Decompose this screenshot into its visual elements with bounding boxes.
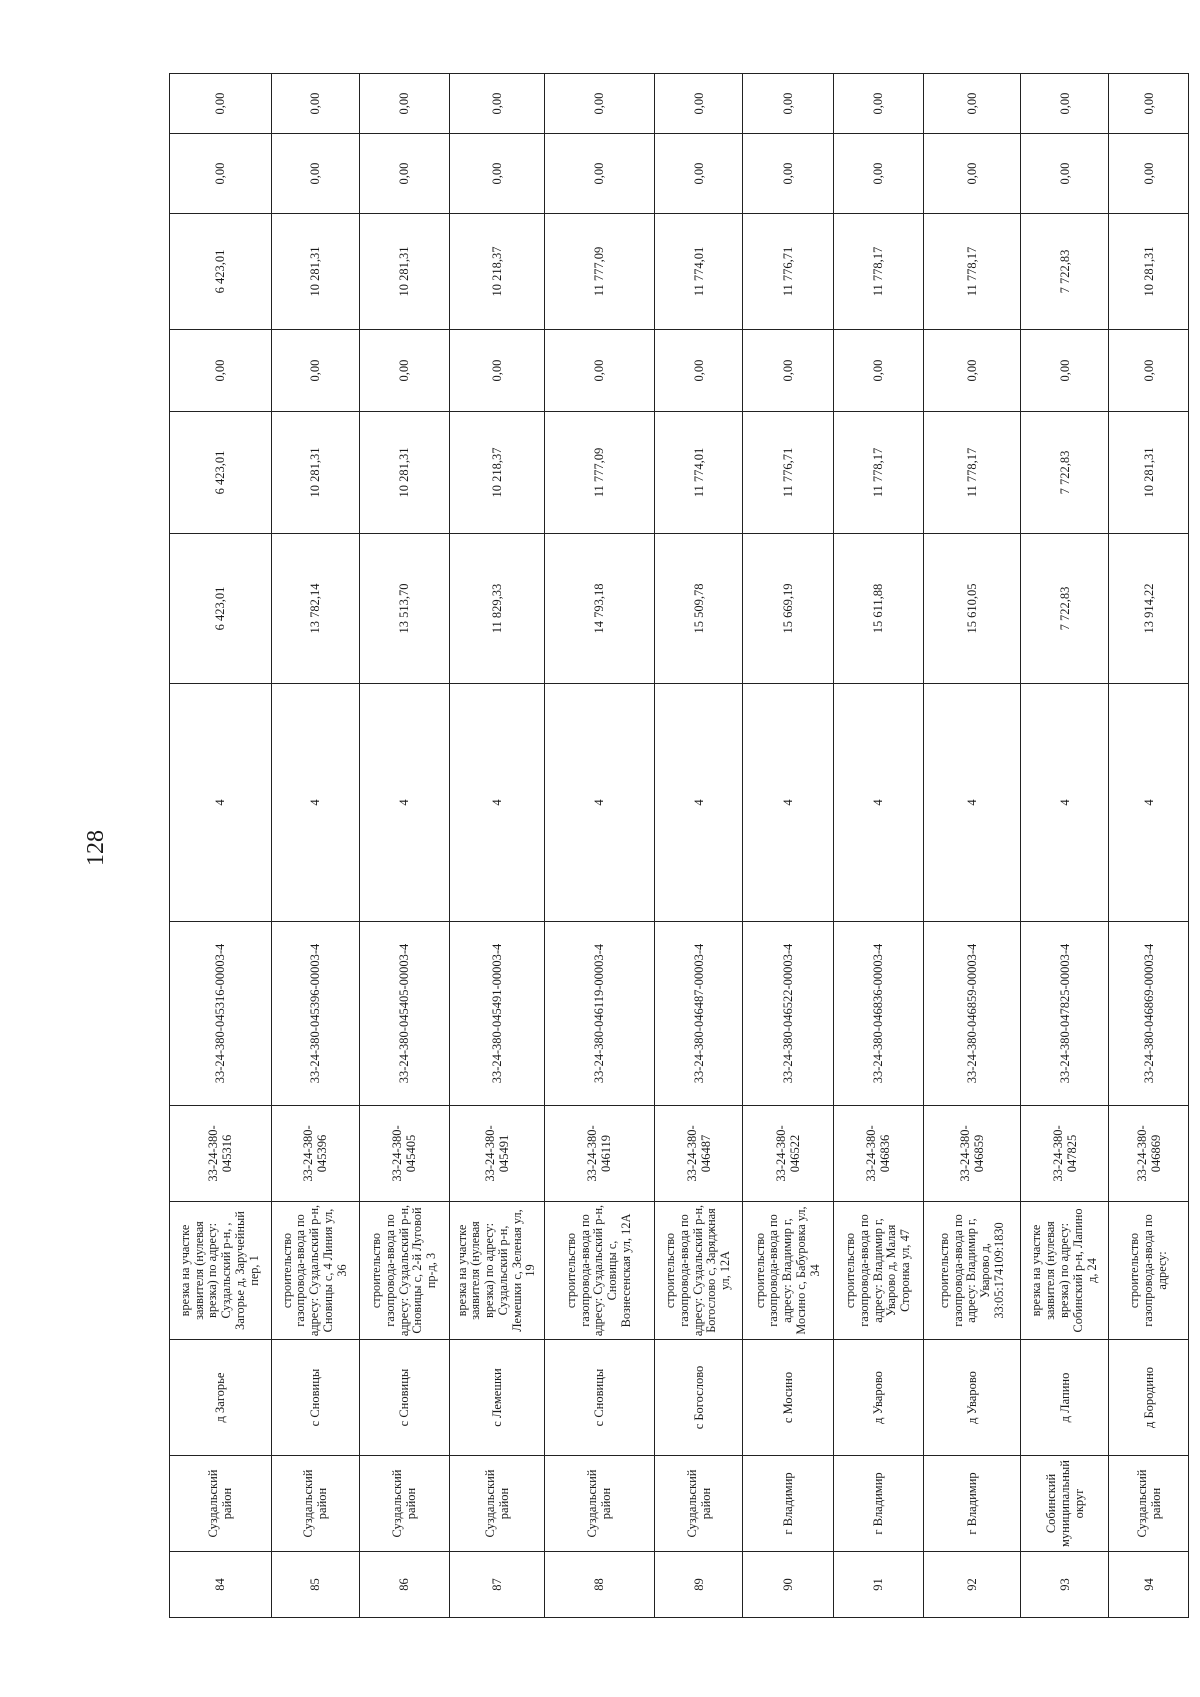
contract-number-cell: 33-24-380-046869-00003-4	[1109, 922, 1189, 1106]
application-number-cell: 33-24-380-045491	[450, 1106, 544, 1202]
cost-value-3-cell: 0,00	[743, 330, 833, 412]
locality-cell: с Сновицы	[544, 1340, 654, 1456]
cost-value-5-cell: 0,00	[1021, 134, 1109, 214]
category-cell: 4	[359, 684, 449, 922]
work-description-cell: врезка на участке заявителя (нулевая врезка) по адресу: Суздальский р-н, Лемешки с, Зеленая ул, 19	[450, 1202, 544, 1340]
application-number-cell: 33-24-380-045396	[271, 1106, 359, 1202]
cost-total-cell: 15 610,05	[924, 534, 1021, 684]
application-number-cell: 33-24-380-046487	[654, 1106, 742, 1202]
cost-value-4-cell: 10 281,31	[1109, 214, 1189, 330]
district-cell: Суздальский район	[271, 1456, 359, 1552]
contract-number-cell: 33-24-380-045491-00003-4	[450, 922, 544, 1106]
cost-approved-cell: 11 778,17	[924, 412, 1021, 534]
table-row	[654, 74, 742, 1618]
locality-cell: д Лапино	[1021, 1340, 1109, 1456]
cost-approved-cell: 10 281,31	[271, 412, 359, 534]
cost-approved-cell: 10 281,31	[359, 412, 449, 534]
locality-cell: с Мосино	[743, 1340, 833, 1456]
cost-value-5-cell: 0,00	[544, 134, 654, 214]
locality-cell: с Лемешки	[450, 1340, 544, 1456]
contract-number-cell: 33-24-380-046119-00003-4	[544, 922, 654, 1106]
category-cell: 4	[654, 684, 742, 922]
cost-value-6-cell: 0,00	[833, 74, 923, 134]
row-number-cell: 85	[271, 1552, 359, 1618]
cost-value-3-cell: 0,00	[544, 330, 654, 412]
data-table	[169, 73, 1189, 1618]
row-number-cell: 87	[450, 1552, 544, 1618]
table-row	[544, 74, 654, 1618]
contract-number-cell: 33-24-380-046859-00003-4	[924, 922, 1021, 1106]
cost-value-5-cell: 0,00	[271, 134, 359, 214]
work-description-cell: строительство газопровода-ввода по адресу: Владимир г, Уварово д, Малая Сторонка ул, 47	[833, 1202, 923, 1340]
cost-approved-cell: 11 774,01	[654, 412, 742, 534]
cost-total-cell: 15 669,19	[743, 534, 833, 684]
category-cell: 4	[271, 684, 359, 922]
row-number-cell: 92	[924, 1552, 1021, 1618]
cost-value-4-cell: 10 281,31	[359, 214, 449, 330]
cost-value-5-cell: 0,00	[654, 134, 742, 214]
work-description-cell: строительство газопровода-ввода по адресу: Суздальский р-н, Сновицы с, 2-й Луговой пр-д, 3	[359, 1202, 449, 1340]
table-row	[743, 74, 833, 1618]
work-description-cell: строительство газопровода-ввода по адресу: Владимир г, Уварово д, 33:05:174109:1830	[924, 1202, 1021, 1340]
locality-cell: с Сновицы	[359, 1340, 449, 1456]
cost-total-cell: 11 829,33	[450, 534, 544, 684]
table-row	[170, 74, 272, 1618]
rotated-table-wrapper	[169, 74, 1189, 1618]
cost-total-cell: 15 611,88	[833, 534, 923, 684]
table-row	[1109, 74, 1189, 1618]
cost-value-5-cell: 0,00	[450, 134, 544, 214]
cost-value-6-cell: 0,00	[359, 74, 449, 134]
cost-approved-cell: 11 776,71	[743, 412, 833, 534]
cost-total-cell: 13 782,14	[271, 534, 359, 684]
category-cell: 4	[544, 684, 654, 922]
cost-value-6-cell: 0,00	[271, 74, 359, 134]
row-number-cell: 89	[654, 1552, 742, 1618]
locality-cell: с Богослово	[654, 1340, 742, 1456]
contract-number-cell: 33-24-380-045316-00003-4	[170, 922, 272, 1106]
application-number-cell: 33-24-380-046859	[924, 1106, 1021, 1202]
cost-value-4-cell: 11 774,01	[654, 214, 742, 330]
cost-value-6-cell: 0,00	[654, 74, 742, 134]
cost-value-3-cell: 0,00	[450, 330, 544, 412]
district-cell: Суздальский район	[170, 1456, 272, 1552]
district-cell: г Владимир	[924, 1456, 1021, 1552]
row-number-cell: 88	[544, 1552, 654, 1618]
contract-number-cell: 33-24-380-047825-00003-4	[1021, 922, 1109, 1106]
district-cell: Суздальский район	[359, 1456, 449, 1552]
cost-total-cell: 15 509,78	[654, 534, 742, 684]
district-cell: г Владимир	[743, 1456, 833, 1552]
cost-value-3-cell: 0,00	[271, 330, 359, 412]
district-cell: Суздальский район	[1109, 1456, 1189, 1552]
table-row	[833, 74, 923, 1618]
work-description-cell: строительство газопровода-ввода по адресу: Суздальский р-н, Сновицы с, Вознесенская ул, 12А	[544, 1202, 654, 1340]
category-cell: 4	[743, 684, 833, 922]
application-number-cell: 33-24-380-046869	[1109, 1106, 1189, 1202]
cost-value-4-cell: 11 778,17	[924, 214, 1021, 330]
cost-value-4-cell: 10 218,37	[450, 214, 544, 330]
cost-value-6-cell: 0,00	[544, 74, 654, 134]
category-cell: 4	[924, 684, 1021, 922]
application-number-cell: 33-24-380-045316	[170, 1106, 272, 1202]
contract-number-cell: 33-24-380-046522-00003-4	[743, 922, 833, 1106]
cost-value-6-cell: 0,00	[1021, 74, 1109, 134]
table-row	[271, 74, 359, 1618]
application-number-cell: 33-24-380-045405	[359, 1106, 449, 1202]
cost-value-4-cell: 6 423,01	[170, 214, 272, 330]
cost-value-6-cell: 0,00	[924, 74, 1021, 134]
cost-value-4-cell: 11 777,09	[544, 214, 654, 330]
work-description-cell: строительство газопровода-ввода по адресу:	[1109, 1202, 1189, 1340]
cost-value-4-cell: 11 776,71	[743, 214, 833, 330]
work-description-cell: строительство газопровода-ввода по адресу: Владимир г, Мосино с, Бабуровка ул, 34	[743, 1202, 833, 1340]
category-cell: 4	[1021, 684, 1109, 922]
district-cell: г Владимир	[833, 1456, 923, 1552]
row-number-cell: 86	[359, 1552, 449, 1618]
category-cell: 4	[1109, 684, 1189, 922]
cost-approved-cell: 10 218,37	[450, 412, 544, 534]
cost-value-3-cell: 0,00	[654, 330, 742, 412]
cost-value-5-cell: 0,00	[833, 134, 923, 214]
contract-number-cell: 33-24-380-045396-00003-4	[271, 922, 359, 1106]
district-cell: Суздальский район	[544, 1456, 654, 1552]
cost-value-5-cell: 0,00	[924, 134, 1021, 214]
work-description-cell: строительство газопровода-ввода по адресу: Суздальский р-н, Богослово с, Заряджная ул, 12А	[654, 1202, 742, 1340]
cost-total-cell: 13 513,70	[359, 534, 449, 684]
work-description-cell: врезка на участке заявителя (нулевая врезка) по адресу: Суздальский р-н, , Загорье д, Заручейный пер, 1	[170, 1202, 272, 1340]
district-cell: Суздальский район	[450, 1456, 544, 1552]
contract-number-cell: 33-24-380-045405-00003-4	[359, 922, 449, 1106]
cost-approved-cell: 10 281,31	[1109, 412, 1189, 534]
application-number-cell: 33-24-380-046836	[833, 1106, 923, 1202]
table-row	[1021, 74, 1109, 1618]
cost-value-6-cell: 0,00	[170, 74, 272, 134]
category-cell: 4	[170, 684, 272, 922]
table-row	[359, 74, 449, 1618]
cost-total-cell: 13 914,22	[1109, 534, 1189, 684]
cost-value-5-cell: 0,00	[170, 134, 272, 214]
cost-approved-cell: 11 778,17	[833, 412, 923, 534]
row-number-cell: 84	[170, 1552, 272, 1618]
cost-value-5-cell: 0,00	[743, 134, 833, 214]
locality-cell: д Бородино	[1109, 1340, 1189, 1456]
cost-value-6-cell: 0,00	[450, 74, 544, 134]
work-description-cell: врезка на участке заявителя (нулевая врезка) по адресу: Собинский р-н, Лапино д, 24	[1021, 1202, 1109, 1340]
category-cell: 4	[450, 684, 544, 922]
cost-value-5-cell: 0,00	[359, 134, 449, 214]
application-number-cell: 33-24-380-047825	[1021, 1106, 1109, 1202]
contract-number-cell: 33-24-380-046487-00003-4	[654, 922, 742, 1106]
cost-value-3-cell: 0,00	[1021, 330, 1109, 412]
locality-cell: д Загорье	[170, 1340, 272, 1456]
application-number-cell: 33-24-380-046119	[544, 1106, 654, 1202]
cost-value-4-cell: 10 281,31	[271, 214, 359, 330]
cost-value-4-cell: 7 722,83	[1021, 214, 1109, 330]
cost-total-cell: 6 423,01	[170, 534, 272, 684]
table-body	[170, 74, 1189, 1618]
page-number: 128	[83, 830, 109, 866]
cost-approved-cell: 7 722,83	[1021, 412, 1109, 534]
cost-total-cell: 7 722,83	[1021, 534, 1109, 684]
cost-value-3-cell: 0,00	[170, 330, 272, 412]
category-cell: 4	[833, 684, 923, 922]
cost-value-3-cell: 0,00	[924, 330, 1021, 412]
row-number-cell: 93	[1021, 1552, 1109, 1618]
table-row	[924, 74, 1021, 1618]
cost-approved-cell: 6 423,01	[170, 412, 272, 534]
cost-value-3-cell: 0,00	[359, 330, 449, 412]
contract-number-cell: 33-24-380-046836-00003-4	[833, 922, 923, 1106]
district-cell: Суздальский район	[654, 1456, 742, 1552]
locality-cell: д Уварово	[833, 1340, 923, 1456]
cost-total-cell: 14 793,18	[544, 534, 654, 684]
cost-value-6-cell: 0,00	[1109, 74, 1189, 134]
cost-value-4-cell: 11 778,17	[833, 214, 923, 330]
work-description-cell: строительство газопровода-ввода по адресу: Суздальский р-н, Сновицы с, 4 Линия ул, 36	[271, 1202, 359, 1340]
row-number-cell: 91	[833, 1552, 923, 1618]
cost-value-3-cell: 0,00	[1109, 330, 1189, 412]
district-cell: Собинский муниципальный округ	[1021, 1456, 1109, 1552]
row-number-cell: 90	[743, 1552, 833, 1618]
locality-cell: д Уварово	[924, 1340, 1021, 1456]
cost-approved-cell: 11 777,09	[544, 412, 654, 534]
cost-value-3-cell: 0,00	[833, 330, 923, 412]
cost-value-6-cell: 0,00	[743, 74, 833, 134]
table-row	[450, 74, 544, 1618]
row-number-cell: 94	[1109, 1552, 1189, 1618]
application-number-cell: 33-24-380-046522	[743, 1106, 833, 1202]
cost-value-5-cell: 0,00	[1109, 134, 1189, 214]
locality-cell: с Сновицы	[271, 1340, 359, 1456]
